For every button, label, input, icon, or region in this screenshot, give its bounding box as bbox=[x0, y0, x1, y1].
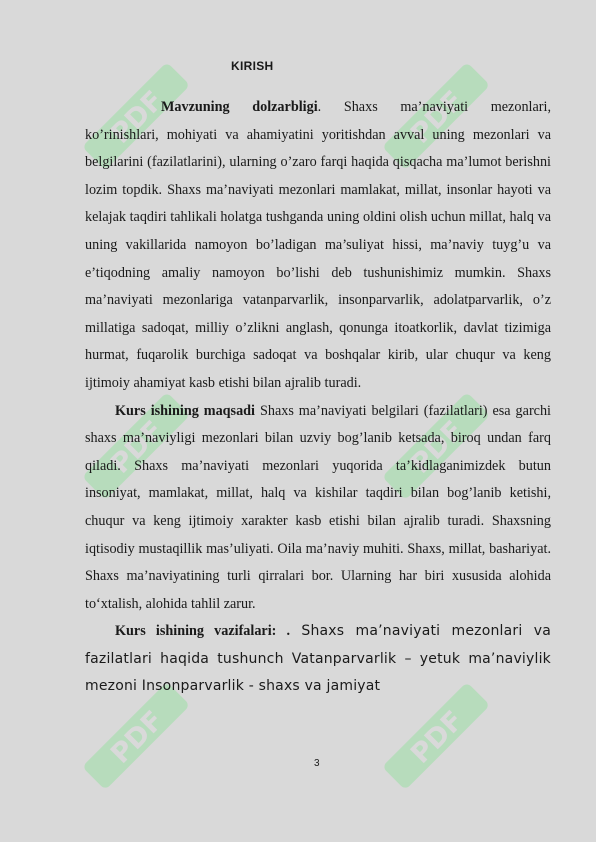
watermark-text: PDF bbox=[405, 85, 470, 150]
paragraph-text: . Shaxs ma’naviyati mezonlari, ko’rinishlari, mohiyati va ahamiyatini yoritishdan avval uning mezonlari va belgilarini (fazilatlarini), ularning o’zaro farqi haqida qisqacha ma’lumot berishni lozim topdik. Shaxs ma’naviyati mezonlari mamlakat, millat, insonlar hayoti va kelajak taqdiri tahlikali holatga tushganda uning oldini olish uchun millat, halq va uning vakillarida namoyon bo’ladigan ma’suliyat hissi, ma’naviy tuyg’u va e’tiqodning amaliy namoyon bo’lishi deb tushunishimiz mumkin. Shaxs ma’naviyati mezonlariga vatanparvarlik, insonparvarlik, adolatparvarlik, o’z millatiga sadoqat, milliy o’zlikni anglash, qonunga itoatkorlik, davlat tizimiga hurmat, fuqarolik burchiga sadoqat va boshqalar kirib, ular chuqur va keng ijtimoiy ahamiyat kasb etishi bilan ajralib turadi. bbox=[85, 99, 551, 391]
paragraph-text: Shaxs ma’naviyati belgilari (fazilatlari) esa garchi shaxs ma’naviyligi mezonlari bilan uzviy bog’lanib ketsada, biroq undan farq qiladi. Shaxs ma’naviyati mezonlari yuqorida ta’kidlaganimizdek butun insoniyat, mamlakat, millat, halq va kishilar taqdiri bilan bog’lanib ketishi, chuqur va keng ijtimoiy xarakter kasb etishi bilan ajralib turadi. Shaxsning iqtisodiy mustaqillik mas’uliyati. Oila ma’naviy muhiti. Shaxs, millat, bashariyat. Shaxs ma’naviyatining turli qirralari bor. Ularning har biri xususida alohida to‘xtalish, alohida tahlil zarur. bbox=[85, 402, 551, 612]
watermark-text: PDF bbox=[105, 705, 170, 770]
paragraph-vazifalari bbox=[85, 618, 551, 701]
paragraph-lead: Kurs ishining vazifalari: . bbox=[115, 623, 291, 640]
watermark-text: PDF bbox=[105, 85, 170, 150]
paragraph-dolzarbligi bbox=[85, 94, 551, 398]
paragraph-text: Shaxs ma’naviyati mezonlari va fazilatlari haqida tushunch Vatanparvarlik – yetuk ma’naviylik mezoni Insonparvarlik - shaxs va jamiyat bbox=[85, 623, 551, 695]
page-number: 3 bbox=[314, 758, 320, 769]
watermark-text: PDF bbox=[105, 415, 170, 480]
watermark-text: PDF bbox=[405, 705, 470, 770]
paragraph-maqsadi bbox=[85, 398, 551, 619]
page-heading: KIRISH bbox=[231, 59, 274, 73]
paragraph-lead: Mavzuning dolzarbligi bbox=[161, 99, 318, 115]
paragraph-lead: Kurs ishining maqsadi bbox=[115, 402, 256, 419]
watermark-text: PDF bbox=[405, 415, 470, 480]
document-body bbox=[85, 94, 551, 701]
